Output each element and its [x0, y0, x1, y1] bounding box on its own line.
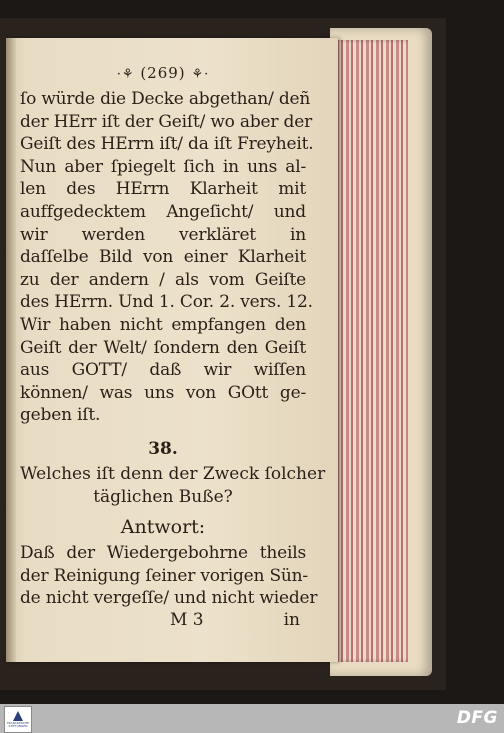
- signature-mark: M 3: [170, 609, 204, 630]
- catchword: in: [283, 609, 300, 630]
- answer-heading: Antwort:: [120, 516, 206, 539]
- question-number: 38.: [148, 438, 178, 459]
- institution-logo-icon[interactable]: [4, 706, 32, 733]
- dfg-logo[interactable]: DFG: [456, 708, 498, 728]
- body-line: len des HErrn Klarheit mit: [20, 179, 306, 200]
- logo-text: FRANCKESCHE STIFTUNGEN: [6, 721, 30, 728]
- body-line: des HErrn. Und 1. Cor. 2. vers. 12.: [20, 292, 313, 313]
- page-number-header: [20, 64, 306, 82]
- page-text-block: [20, 64, 326, 634]
- signature-row: [20, 610, 306, 634]
- answer-line: der Reinigung ſeiner vorigen Sün-: [20, 565, 308, 586]
- body-line: können/ was uns von GOtt ge-: [20, 382, 306, 403]
- ornament-left-icon: ·⚘: [116, 67, 135, 82]
- body-line: Nun aber ſpiegelt ſich in uns al-: [20, 156, 306, 177]
- page-edges: [336, 40, 408, 662]
- book-page: [6, 38, 338, 662]
- logo-mark-icon: [13, 711, 23, 721]
- body-line: wir werden verkläret in: [20, 224, 306, 245]
- page-gutter: [6, 38, 16, 662]
- body-line: aus GOTT/ daß wir wiſſen: [20, 360, 306, 381]
- body-line: Geiſt des HErrn iſt/ da iſt Freyheit.: [20, 134, 314, 155]
- answer-line: de nicht vergeſſe/ und nicht wieder: [20, 588, 318, 609]
- body-line: zu der andern / als vom Geiſte: [20, 269, 306, 290]
- body-line: Geiſt der Welt/ ſondern den Geiſt: [20, 337, 306, 358]
- body-line: daſſelbe Bild von einer Klarheit: [20, 247, 306, 268]
- viewer-footer-bar: [0, 704, 504, 733]
- ornament-right-icon: ⚘·: [191, 67, 210, 82]
- body-line: auffgedecktem Angeſicht/ und: [20, 201, 306, 222]
- body-line: Wir haben nicht empfangen den: [20, 314, 306, 335]
- body-line: ſo würde die Decke abgethan/ deñ: [20, 89, 311, 109]
- question-line: täglichen Buße?: [93, 486, 233, 507]
- answer-line: Daß der Wiedergebohrne theils: [20, 543, 306, 564]
- body-line: geben iſt.: [20, 405, 101, 426]
- page-number: (269): [140, 64, 186, 82]
- question-line: Welches iſt denn der Zweck ſolcher: [20, 463, 326, 484]
- body-line: der HErr iſt der Geiſt/ wo aber der: [20, 111, 313, 132]
